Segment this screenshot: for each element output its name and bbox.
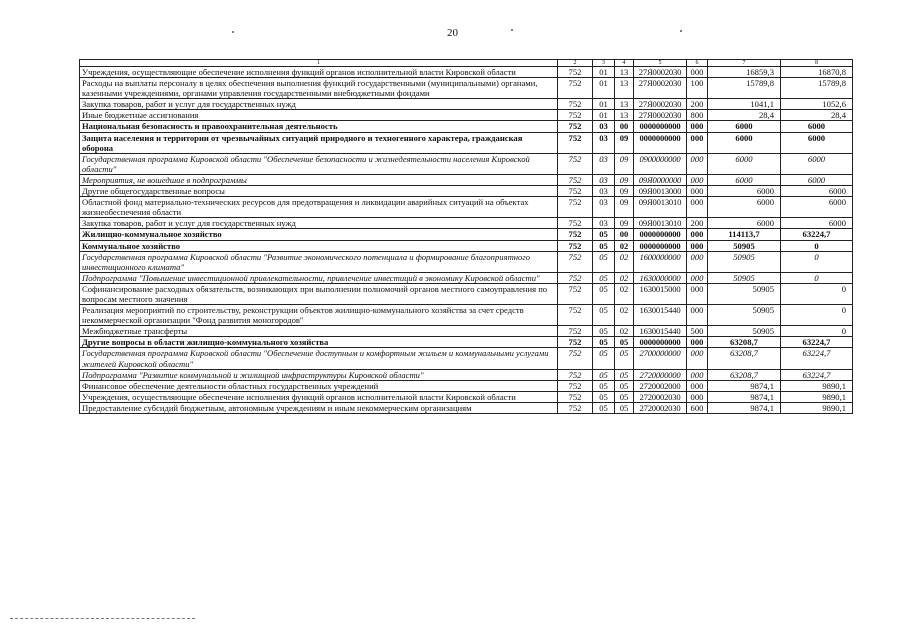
row-section-cell: 05: [593, 240, 615, 251]
row-section-cell: 05: [593, 348, 615, 369]
row-section-cell: 05: [593, 391, 615, 402]
header-col-2: 2: [558, 60, 593, 67]
row-subsection-cell: 02: [615, 251, 634, 272]
row-target-code-cell: 0000000000: [634, 229, 687, 240]
row-amount-2020-cell: 16870,8: [781, 67, 853, 78]
row-amount-2020-cell: 6000: [781, 197, 853, 218]
row-name-cell: Межбюджетные трансферты: [80, 326, 558, 337]
row-ved-cell: 752: [558, 240, 593, 251]
row-ved-cell: 752: [558, 186, 593, 197]
row-section-cell: 03: [593, 121, 615, 132]
row-section-cell: 05: [593, 380, 615, 391]
table-row: [80, 197, 853, 218]
row-name-cell: Коммунальное хозяйство: [80, 240, 558, 251]
table-row: [80, 272, 853, 283]
row-expense-type-cell: 000: [687, 240, 708, 251]
table-header-row: [80, 60, 853, 67]
row-amount-2019-cell: 6000: [708, 186, 781, 197]
row-section-cell: 03: [593, 197, 615, 218]
row-target-code-cell: 1630015440: [634, 305, 687, 326]
row-name-cell: Государственная программа Кировской области "Развитие экономического потенциала и формирование благоприятного инвестиционного климата": [80, 251, 558, 272]
row-target-code-cell: 2700000000: [634, 348, 687, 369]
row-name-cell: Подпрограмма "Повышение инвестиционной привлекательности, привлечение инвестиций в экономику Кировской области": [80, 272, 558, 283]
header-col-3: 3: [593, 60, 615, 67]
table-row: [80, 121, 853, 132]
row-ved-cell: 752: [558, 251, 593, 272]
table-row: [80, 337, 853, 348]
row-expense-type-cell: 000: [687, 391, 708, 402]
row-name-cell: Закупка товаров, работ и услуг для государственных нужд: [80, 99, 558, 110]
header-col-8: 8: [781, 60, 853, 67]
row-amount-2020-cell: 63224,7: [781, 229, 853, 240]
row-name-cell: Национальная безопасность и правоохранительная деятельность: [80, 121, 558, 132]
row-subsection-cell: 02: [615, 272, 634, 283]
row-target-code-cell: 09Я0013010: [634, 218, 687, 229]
row-amount-2020-cell: 6000: [781, 121, 853, 132]
row-section-cell: 03: [593, 153, 615, 174]
row-name-cell: Финансовое обеспечение деятельности областных государственных учреждений: [80, 380, 558, 391]
row-amount-2019-cell: 9874,1: [708, 391, 781, 402]
row-name-cell: Другие общегосударственные вопросы: [80, 186, 558, 197]
row-subsection-cell: 09: [615, 132, 634, 153]
row-section-cell: 05: [593, 229, 615, 240]
row-subsection-cell: 05: [615, 380, 634, 391]
row-subsection-cell: 02: [615, 240, 634, 251]
row-target-code-cell: 27Я0002030: [634, 99, 687, 110]
row-amount-2020-cell: 6000: [781, 174, 853, 185]
row-expense-type-cell: 800: [687, 110, 708, 121]
table-row: [80, 391, 853, 402]
row-name-cell: Закупка товаров, работ и услуг для государственных нужд: [80, 218, 558, 229]
row-target-code-cell: 1630015440: [634, 326, 687, 337]
row-section-cell: 05: [593, 369, 615, 380]
row-ved-cell: 752: [558, 369, 593, 380]
table-row: [80, 99, 853, 110]
row-amount-2019-cell: 50905: [708, 272, 781, 283]
row-expense-type-cell: 000: [687, 132, 708, 153]
row-target-code-cell: 1630015000: [634, 283, 687, 304]
table-row: [80, 380, 853, 391]
row-name-cell: Государственная программа Кировской области "Обеспечение доступным и комфортным жильем и коммунальными услугами жителей Кировской области": [80, 348, 558, 369]
row-amount-2020-cell: 15789,8: [781, 78, 853, 99]
table-row: [80, 251, 853, 272]
row-target-code-cell: 09Я0000000: [634, 174, 687, 185]
row-ved-cell: 752: [558, 272, 593, 283]
row-amount-2020-cell: 0: [781, 283, 853, 304]
row-subsection-cell: 05: [615, 402, 634, 413]
row-amount-2019-cell: 50905: [708, 240, 781, 251]
row-ved-cell: 752: [558, 380, 593, 391]
row-name-cell: Предоставление субсидий бюджетным, автономным учреждениям и иным некоммерческим организациям: [80, 402, 558, 413]
table-row: [80, 229, 853, 240]
row-amount-2020-cell: 9890,1: [781, 380, 853, 391]
row-amount-2019-cell: 6000: [708, 174, 781, 185]
table-row: [80, 153, 853, 174]
row-name-cell: Государственная программа Кировской области "Обеспечение безопасности и жизнедеятельности населения Кировской области": [80, 153, 558, 174]
row-ved-cell: 752: [558, 99, 593, 110]
row-amount-2020-cell: 0: [781, 326, 853, 337]
row-amount-2020-cell: 6000: [781, 218, 853, 229]
budget-table: [79, 59, 853, 414]
row-target-code-cell: 27Я0002030: [634, 67, 687, 78]
row-amount-2019-cell: 50905: [708, 305, 781, 326]
header-col-6: 6: [687, 60, 708, 67]
row-name-cell: Учреждения, осуществляющие обеспечение исполнения функций органов исполнительной власти Кировской области: [80, 391, 558, 402]
row-section-cell: 05: [593, 337, 615, 348]
scan-artifact-line: [10, 618, 195, 620]
row-ved-cell: 752: [558, 67, 593, 78]
row-expense-type-cell: 600: [687, 402, 708, 413]
row-expense-type-cell: 000: [687, 337, 708, 348]
row-subsection-cell: 09: [615, 197, 634, 218]
row-ved-cell: 752: [558, 348, 593, 369]
scan-speck: [232, 31, 234, 33]
table-row: [80, 369, 853, 380]
row-amount-2020-cell: 1052,6: [781, 99, 853, 110]
row-section-cell: 03: [593, 186, 615, 197]
row-amount-2020-cell: 6000: [781, 153, 853, 174]
row-target-code-cell: 1630000000: [634, 272, 687, 283]
row-target-code-cell: 0000000000: [634, 132, 687, 153]
row-name-cell: Защита населения и территории от чрезвычайных ситуаций природного и техногенного характера, гражданская оборона: [80, 132, 558, 153]
row-ved-cell: 752: [558, 391, 593, 402]
row-name-cell: Иные бюджетные ассигнования: [80, 110, 558, 121]
row-subsection-cell: 02: [615, 326, 634, 337]
row-name-cell: Реализация мероприятий по строительству, реконструкции объектов жилищно-коммунального хозяйства за счет средств некоммерческой организации "Фонд развития моногородов": [80, 305, 558, 326]
table-row: [80, 132, 853, 153]
row-amount-2019-cell: 63208,7: [708, 348, 781, 369]
table-row: [80, 174, 853, 185]
header-col-4: 4: [615, 60, 634, 67]
row-expense-type-cell: 000: [687, 197, 708, 218]
row-expense-type-cell: 000: [687, 272, 708, 283]
row-amount-2019-cell: 9874,1: [708, 402, 781, 413]
row-amount-2020-cell: 6000: [781, 132, 853, 153]
row-amount-2019-cell: 6000: [708, 197, 781, 218]
row-amount-2019-cell: 63208,7: [708, 337, 781, 348]
row-section-cell: 05: [593, 305, 615, 326]
row-name-cell: Другие вопросы в области жилищно-коммунального хозяйства: [80, 337, 558, 348]
row-amount-2019-cell: 6000: [708, 153, 781, 174]
row-target-code-cell: 0000000000: [634, 337, 687, 348]
row-subsection-cell: 09: [615, 186, 634, 197]
table-row: [80, 348, 853, 369]
row-ved-cell: 752: [558, 197, 593, 218]
row-subsection-cell: 00: [615, 229, 634, 240]
row-amount-2019-cell: 6000: [708, 218, 781, 229]
row-amount-2020-cell: 0: [781, 305, 853, 326]
row-subsection-cell: 05: [615, 348, 634, 369]
row-expense-type-cell: 200: [687, 218, 708, 229]
row-expense-type-cell: 000: [687, 305, 708, 326]
row-subsection-cell: 09: [615, 153, 634, 174]
row-section-cell: 01: [593, 78, 615, 99]
row-amount-2019-cell: 63208,7: [708, 369, 781, 380]
row-amount-2019-cell: 6000: [708, 121, 781, 132]
row-expense-type-cell: 000: [687, 174, 708, 185]
row-amount-2019-cell: 114113,7: [708, 229, 781, 240]
row-section-cell: 01: [593, 110, 615, 121]
row-expense-type-cell: 000: [687, 369, 708, 380]
table-body: [80, 67, 853, 414]
row-amount-2019-cell: 15789,8: [708, 78, 781, 99]
row-ved-cell: 752: [558, 110, 593, 121]
table-row: [80, 305, 853, 326]
row-ved-cell: 752: [558, 132, 593, 153]
row-section-cell: 05: [593, 283, 615, 304]
row-expense-type-cell: 000: [687, 251, 708, 272]
row-ved-cell: 752: [558, 218, 593, 229]
row-subsection-cell: 09: [615, 218, 634, 229]
row-target-code-cell: 1600000000: [634, 251, 687, 272]
row-subsection-cell: 02: [615, 283, 634, 304]
row-subsection-cell: 05: [615, 337, 634, 348]
row-amount-2020-cell: 63224,7: [781, 348, 853, 369]
row-name-cell: Подпрограмма "Развитие коммунальной и жилищной инфраструктуры Кировской области": [80, 369, 558, 380]
row-amount-2019-cell: 50905: [708, 283, 781, 304]
table-row: [80, 402, 853, 413]
row-ved-cell: 752: [558, 283, 593, 304]
row-section-cell: 01: [593, 99, 615, 110]
header-col-1: 1: [80, 60, 558, 67]
row-amount-2020-cell: 0: [781, 251, 853, 272]
row-subsection-cell: 13: [615, 78, 634, 99]
row-subsection-cell: 13: [615, 67, 634, 78]
row-expense-type-cell: 000: [687, 67, 708, 78]
row-expense-type-cell: 000: [687, 121, 708, 132]
row-section-cell: 05: [593, 272, 615, 283]
row-expense-type-cell: 100: [687, 78, 708, 99]
row-amount-2019-cell: 1041,1: [708, 99, 781, 110]
row-expense-type-cell: 000: [687, 348, 708, 369]
row-section-cell: 05: [593, 402, 615, 413]
row-subsection-cell: 05: [615, 391, 634, 402]
row-amount-2020-cell: 6000: [781, 186, 853, 197]
row-expense-type-cell: 500: [687, 326, 708, 337]
table-row: [80, 240, 853, 251]
row-target-code-cell: 0000000000: [634, 121, 687, 132]
row-ved-cell: 752: [558, 402, 593, 413]
row-target-code-cell: 2720000000: [634, 369, 687, 380]
row-subsection-cell: 00: [615, 121, 634, 132]
row-target-code-cell: 0900000000: [634, 153, 687, 174]
row-section-cell: 05: [593, 326, 615, 337]
row-name-cell: Жилищно-коммунальное хозяйство: [80, 229, 558, 240]
row-section-cell: 03: [593, 132, 615, 153]
row-amount-2020-cell: 0: [781, 240, 853, 251]
header-col-5: 5: [634, 60, 687, 67]
row-target-code-cell: 0000000000: [634, 240, 687, 251]
table-row: [80, 186, 853, 197]
row-amount-2020-cell: 63224,7: [781, 369, 853, 380]
row-amount-2020-cell: 63224,7: [781, 337, 853, 348]
table-row: [80, 78, 853, 99]
row-ved-cell: 752: [558, 174, 593, 185]
row-expense-type-cell: 200: [687, 99, 708, 110]
row-amount-2020-cell: 0: [781, 272, 853, 283]
row-expense-type-cell: 000: [687, 380, 708, 391]
scan-speck: [511, 29, 513, 31]
table-row: [80, 67, 853, 78]
row-ved-cell: 752: [558, 153, 593, 174]
row-expense-type-cell: 000: [687, 229, 708, 240]
row-amount-2020-cell: 9890,1: [781, 391, 853, 402]
row-expense-type-cell: 000: [687, 186, 708, 197]
row-amount-2020-cell: 28,4: [781, 110, 853, 121]
row-subsection-cell: 13: [615, 99, 634, 110]
row-ved-cell: 752: [558, 305, 593, 326]
row-ved-cell: 752: [558, 326, 593, 337]
row-amount-2019-cell: 6000: [708, 132, 781, 153]
row-name-cell: Мероприятия, не вошедшие в подпрограммы: [80, 174, 558, 185]
row-section-cell: 03: [593, 218, 615, 229]
row-section-cell: 03: [593, 174, 615, 185]
table-row: [80, 283, 853, 304]
row-subsection-cell: 02: [615, 305, 634, 326]
row-target-code-cell: 2720002000: [634, 380, 687, 391]
row-target-code-cell: 09Я0013010: [634, 197, 687, 218]
table-row: [80, 326, 853, 337]
row-subsection-cell: 05: [615, 369, 634, 380]
row-name-cell: Областной фонд материально-технических ресурсов для предотвращения и ликвидации аварийных ситуаций на объектах жизнеобеспечения области: [80, 197, 558, 218]
row-name-cell: Учреждения, осуществляющие обеспечение исполнения функций органов исполнительной власти Кировской области: [80, 67, 558, 78]
row-section-cell: 05: [593, 251, 615, 272]
header-col-7: 7: [708, 60, 781, 67]
row-expense-type-cell: 000: [687, 283, 708, 304]
row-amount-2019-cell: 50905: [708, 251, 781, 272]
page-number: 20: [447, 27, 458, 39]
row-ved-cell: 752: [558, 78, 593, 99]
row-amount-2020-cell: 9890,1: [781, 402, 853, 413]
row-section-cell: 01: [593, 67, 615, 78]
row-amount-2019-cell: 50905: [708, 326, 781, 337]
row-amount-2019-cell: 9874,1: [708, 380, 781, 391]
row-expense-type-cell: 000: [687, 153, 708, 174]
row-target-code-cell: 27Я0002030: [634, 78, 687, 99]
row-target-code-cell: 27Я0002030: [634, 110, 687, 121]
row-amount-2019-cell: 16859,3: [708, 67, 781, 78]
scan-speck: [680, 30, 682, 32]
row-target-code-cell: 2720002030: [634, 402, 687, 413]
table-row: [80, 110, 853, 121]
table-row: [80, 218, 853, 229]
row-name-cell: Софинансирование расходных обязательств, возникающих при выполнении полномочий органов местного самоуправления по вопросам местного значения: [80, 283, 558, 304]
row-ved-cell: 752: [558, 337, 593, 348]
row-subsection-cell: 13: [615, 110, 634, 121]
row-name-cell: Расходы на выплаты персоналу в целях обеспечения выполнения функций государственными (муниципальными) органами, казенными учреждениями, органами управления государственными внебюджетными фондами: [80, 78, 558, 99]
row-amount-2019-cell: 28,4: [708, 110, 781, 121]
row-ved-cell: 752: [558, 229, 593, 240]
row-target-code-cell: 09Я0013000: [634, 186, 687, 197]
row-target-code-cell: 2720002030: [634, 391, 687, 402]
row-subsection-cell: 09: [615, 174, 634, 185]
row-ved-cell: 752: [558, 121, 593, 132]
